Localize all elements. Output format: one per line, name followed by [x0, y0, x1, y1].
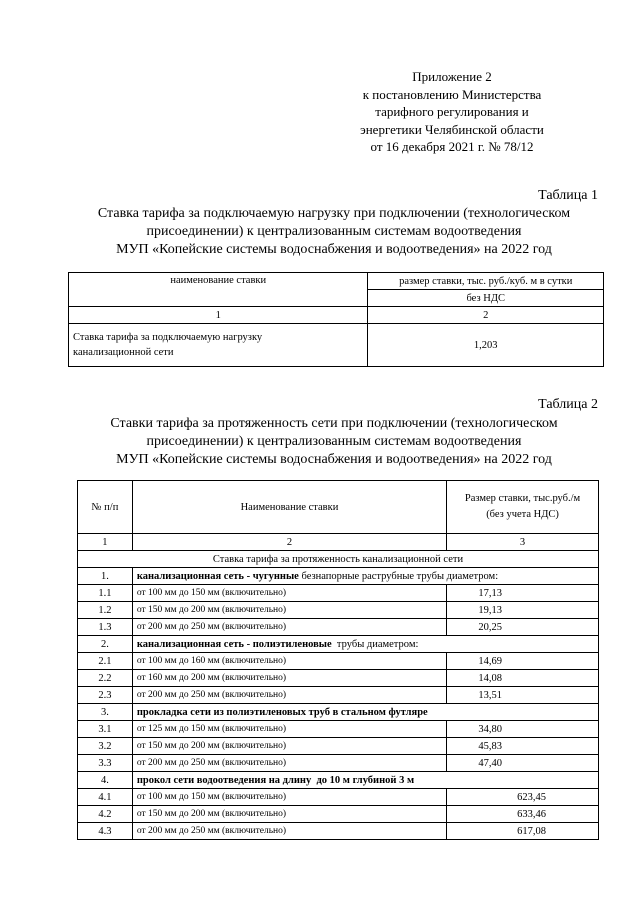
group-title-bold: канализационная сеть - чугунные	[136, 570, 299, 582]
row-name: от 150 мм до 200 мм (включительно)	[132, 806, 446, 823]
row-value: 17,13	[447, 585, 599, 602]
table2-label: Таблица 2	[538, 397, 598, 412]
row-value: 14,69	[447, 653, 599, 670]
group-title-rest: безнапорные раструбные трубы диаметром:	[298, 570, 499, 582]
row-number: 4.3	[78, 823, 133, 840]
appendix-line: от 16 декабря 2021 г. № 78/12	[370, 139, 534, 155]
group-title-bold: прокол сети водоотведения на длину до 10 м глубиной 3 м	[136, 774, 415, 786]
row-number: 3.2	[78, 738, 133, 755]
row-number: 1.1	[78, 585, 133, 602]
table2-header-num: № п/п	[78, 481, 133, 534]
group-number: 4.	[78, 772, 133, 789]
table-row	[78, 704, 599, 721]
group-title-bold: канализационная сеть - полиэтиленовые	[136, 638, 332, 650]
table2	[77, 480, 599, 840]
table1-row-name-line: Ставка тарифа за подключаемую нагрузку	[73, 332, 263, 343]
table1-header-size: размер ставки, тыс. руб./куб. м в сутки	[368, 273, 604, 290]
row-value: 20,25	[447, 619, 599, 636]
table1-title-line: присоединении) к централизованным системам водоотведения	[146, 224, 522, 239]
row-name: от 150 мм до 200 мм (включительно)	[132, 602, 446, 619]
row-number: 2.3	[78, 687, 133, 704]
row-value: 19,13	[447, 602, 599, 619]
table-row	[78, 568, 599, 585]
row-value: 13,51	[447, 687, 599, 704]
row-value: 617,08	[447, 823, 599, 840]
group-title-rest: трубы диаметром:	[331, 638, 419, 650]
table2-title-line: МУП «Копейские системы водоснабжения и водоотведения» на 2022 год	[116, 452, 552, 467]
appendix-line: тарифного регулирования и	[375, 104, 529, 120]
table-row	[78, 670, 599, 687]
table1-title-line: Ставка тарифа за подключаемую нагрузку при подключении (технологическом	[97, 206, 571, 221]
row-number: 2.2	[78, 670, 133, 687]
row-value: 34,80	[447, 721, 599, 738]
row-name: от 200 мм до 250 мм (включительно)	[132, 823, 446, 840]
row-name: от 200 мм до 250 мм (включительно)	[132, 755, 446, 772]
row-value: 47,40	[447, 755, 599, 772]
group-title	[132, 704, 598, 721]
row-name: от 125 мм до 150 мм (включительно)	[132, 721, 446, 738]
group-title	[132, 772, 598, 789]
row-number: 4.1	[78, 789, 133, 806]
table-row	[78, 755, 599, 772]
table2-title-line: Ставки тарифа за протяженность сети при подключении (технологическом	[110, 416, 558, 431]
row-number: 1.3	[78, 619, 133, 636]
table1-header-name: наименование ставки	[69, 273, 368, 307]
table1-row-value: 1,203	[368, 324, 604, 367]
appendix-header	[322, 68, 582, 156]
appendix-line: энергетики Челябинской области	[360, 121, 544, 137]
row-value: 633,46	[447, 806, 599, 823]
table2-col-number: 1	[78, 534, 133, 551]
table-row	[78, 721, 599, 738]
row-name: от 150 мм до 200 мм (включительно)	[132, 738, 446, 755]
table1-title	[60, 205, 608, 259]
group-title	[132, 568, 598, 585]
table1-label: Таблица 1	[538, 188, 598, 203]
table1-header-size-2: без НДС	[368, 290, 604, 307]
table-row	[78, 806, 599, 823]
row-value: 623,45	[447, 789, 599, 806]
group-title-bold: прокладка сети из полиэтиленовых труб в стальном футляре	[136, 706, 428, 718]
table1-row-name-line: канализационной сети	[73, 347, 174, 358]
row-name: от 160 мм до 200 мм (включительно)	[132, 670, 446, 687]
row-value: 14,08	[447, 670, 599, 687]
row-name: от 200 мм до 250 мм (включительно)	[132, 687, 446, 704]
table2-title	[60, 415, 608, 469]
table2-title-line: присоединении) к централизованным системам водоотведения	[146, 434, 522, 449]
table2-col-number: 3	[447, 534, 599, 551]
table1-col-number: 2	[368, 307, 604, 324]
row-number: 1.2	[78, 602, 133, 619]
group-number: 3.	[78, 704, 133, 721]
row-name: от 100 мм до 150 мм (включительно)	[132, 585, 446, 602]
table-row	[78, 636, 599, 653]
row-name: от 100 мм до 150 мм (включительно)	[132, 789, 446, 806]
table1-row-name	[69, 324, 368, 367]
table1-col-number: 1	[69, 307, 368, 324]
table2-section-title: Ставка тарифа за протяженность канализационной сети	[78, 551, 599, 568]
row-name: от 200 мм до 250 мм (включительно)	[132, 619, 446, 636]
row-number: 4.2	[78, 806, 133, 823]
table-row	[78, 687, 599, 704]
group-title	[132, 636, 598, 653]
table-row	[78, 585, 599, 602]
row-value: 45,83	[447, 738, 599, 755]
table-row	[78, 602, 599, 619]
group-number: 1.	[78, 568, 133, 585]
appendix-line: к постановлению Министерства	[362, 86, 542, 102]
table2-header-name: Наименование ставки	[132, 481, 446, 534]
appendix-line: Приложение 2	[412, 69, 492, 84]
row-name: от 100 мм до 160 мм (включительно)	[132, 653, 446, 670]
row-number: 2.1	[78, 653, 133, 670]
table2-col-number: 2	[132, 534, 446, 551]
row-number: 3.3	[78, 755, 133, 772]
table1	[68, 272, 604, 367]
table-row	[78, 823, 599, 840]
table2-header-size-line: (без учета НДС)	[486, 509, 559, 520]
group-number: 2.	[78, 636, 133, 653]
table-row	[78, 789, 599, 806]
table-row	[78, 738, 599, 755]
table2-header-size-line: Размер ставки, тыс.руб./м	[464, 493, 581, 504]
table-row	[78, 619, 599, 636]
table-row	[78, 772, 599, 789]
table1-title-line: МУП «Копейские системы водоснабжения и водоотведения» на 2022 год	[116, 242, 552, 257]
table2-header-size	[447, 481, 599, 534]
row-number: 3.1	[78, 721, 133, 738]
table-row	[78, 653, 599, 670]
